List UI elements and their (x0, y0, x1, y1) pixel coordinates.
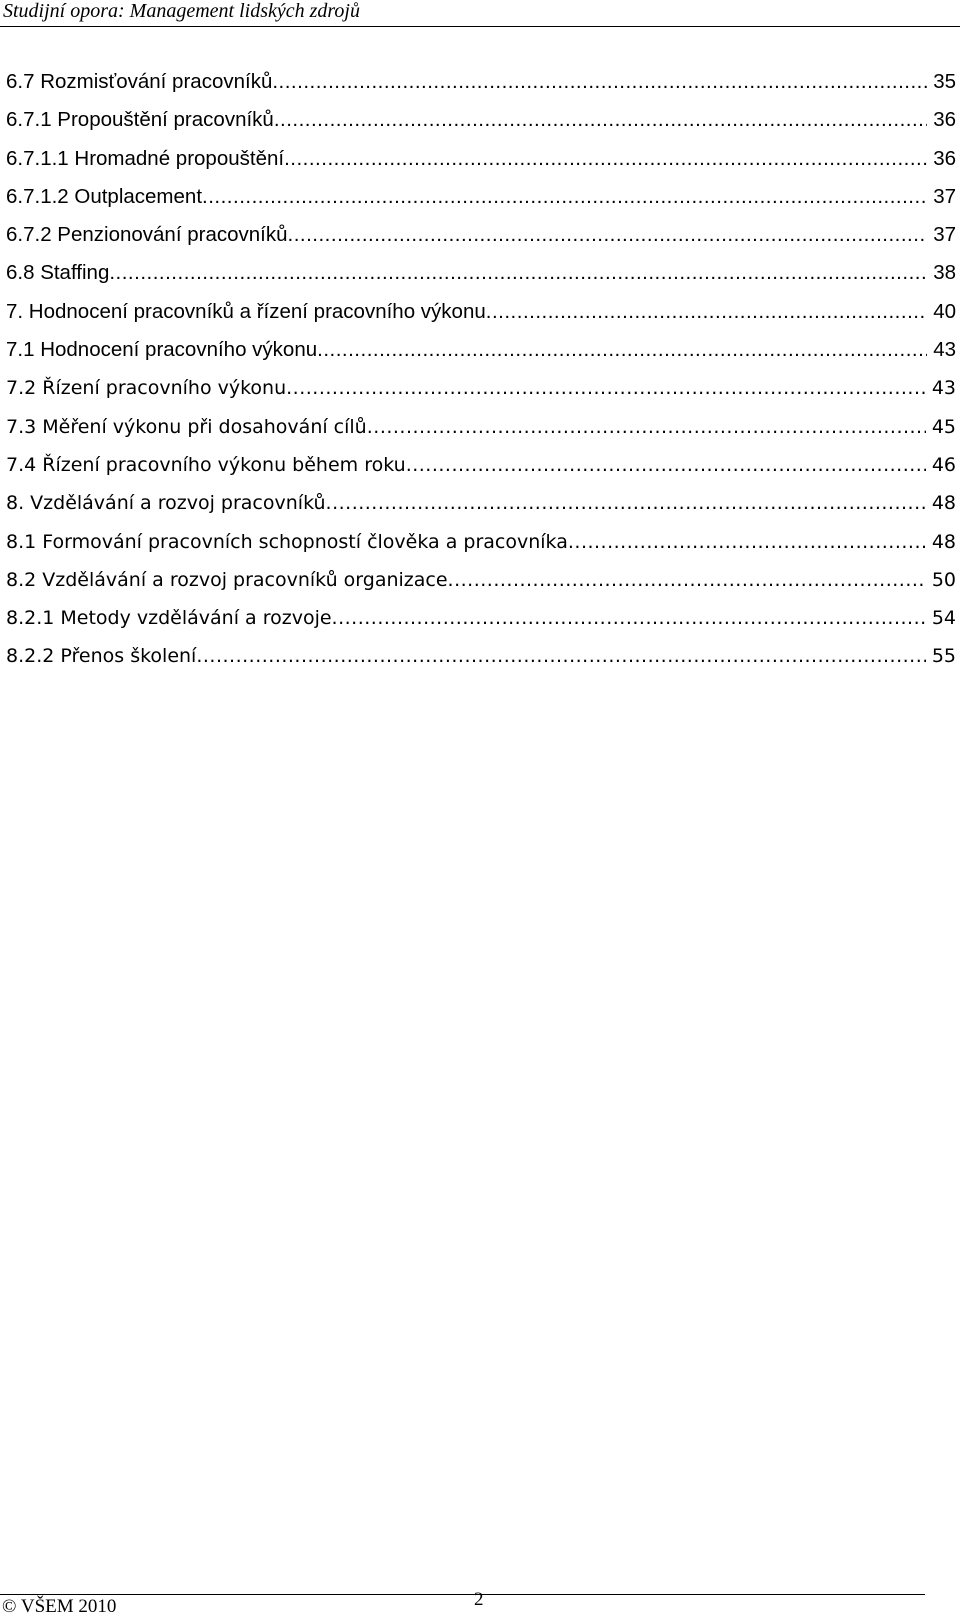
toc-dot-leader (196, 643, 925, 669)
header-title: Studijní opora: Management lidských zdrojů (3, 0, 360, 22)
toc-entry[interactable] (6, 337, 956, 375)
toc-dot-leader (367, 414, 926, 440)
toc-entry[interactable] (6, 69, 956, 107)
toc-entry-title: 6.7.2 Penzionování pracovníků (6, 223, 288, 247)
page-header (0, 0, 960, 27)
toc-dot-leader (202, 184, 927, 210)
toc-dot-leader (288, 222, 928, 248)
toc-entry-title: 6.8 Staffing (6, 261, 110, 285)
toc-entry-page: 37 (933, 223, 956, 247)
toc-entry-title: 6.7 Rozmisťování pracovníků (6, 70, 273, 93)
toc-entry[interactable] (6, 452, 956, 490)
toc-entry-title: 7.4 Řízení pracovního výkonu během roku (6, 453, 406, 476)
toc-dot-leader (272, 69, 927, 95)
toc-entry-title: 8.2 Vzdělávání a rozvoj pracovníků organizace (6, 568, 448, 591)
toc-entry[interactable] (6, 605, 956, 643)
toc-entry[interactable] (6, 184, 956, 222)
toc-entry-page: 38 (933, 261, 956, 285)
toc-entry-page: 35 (933, 70, 956, 93)
toc-entry-title: 8.2.1 Metody vzdělávání a rozvoje (6, 607, 332, 630)
toc-dot-leader (486, 299, 927, 325)
toc-entry-page: 46 (931, 453, 956, 476)
toc-entry-page: 40 (933, 299, 956, 323)
toc-entry[interactable] (6, 414, 956, 452)
toc-dot-leader (448, 567, 926, 593)
toc-entry[interactable] (6, 260, 956, 298)
footer-rule (0, 1594, 925, 1595)
toc-entry[interactable] (6, 107, 956, 145)
toc-entry[interactable] (6, 643, 956, 681)
toc-entry[interactable] (6, 375, 956, 413)
toc-entry-title: 8.1 Formování pracovních schopností člověka a pracovníka (6, 530, 568, 553)
toc-entry-title: 8.2.2 Přenos školení (6, 645, 197, 668)
toc-entry-page: 37 (933, 184, 956, 208)
toc-entry-page: 43 (931, 377, 956, 400)
toc-entry[interactable] (6, 490, 956, 528)
toc-entry-title: 7. Hodnocení pracovníků a řízení pracovního výkonu (6, 299, 486, 323)
toc-dot-leader (568, 529, 926, 555)
toc-entry-page: 54 (931, 607, 956, 630)
toc-entry-page: 36 (933, 108, 956, 132)
toc-entry-title: 6.7.1.1 Hromadné propouštění (6, 146, 285, 170)
toc-entry-title: 7.1 Hodnocení pracovního výkonu (6, 338, 318, 362)
toc-dot-leader (332, 605, 926, 631)
toc-dot-leader (286, 375, 926, 401)
toc-entry[interactable] (6, 529, 956, 567)
toc-entry-title: 6.7.1.2 Outplacement (6, 184, 203, 208)
toc-entry-title: 7.3 Měření výkonu při dosahování cílů (6, 415, 367, 438)
toc-dot-leader (317, 337, 927, 363)
toc-entry[interactable] (6, 299, 956, 337)
toc-entry-title: 7.2 Řízení pracovního výkonu (6, 377, 287, 400)
toc-entry-title: 8. Vzdělávání a rozvoj pracovníků (6, 492, 326, 515)
toc-entry[interactable] (6, 222, 956, 260)
toc-dot-leader (109, 260, 927, 286)
toc-dot-leader (406, 452, 926, 478)
toc-dot-leader (326, 490, 926, 516)
toc-entry-page: 55 (931, 645, 956, 668)
toc-entry[interactable] (6, 146, 956, 184)
footer-page-number: 2 (474, 1589, 484, 1610)
toc-entry-title: 6.7.1 Propouštění pracovníků (6, 108, 274, 132)
toc-entry-page: 48 (931, 530, 956, 553)
toc-dot-leader (274, 107, 927, 133)
toc-entry-page: 36 (933, 146, 956, 170)
toc-entry-page: 45 (931, 415, 956, 438)
toc-entry-page: 50 (931, 568, 956, 591)
toc-entry[interactable] (6, 567, 956, 605)
toc-entry-page: 43 (933, 338, 956, 362)
table-of-contents (6, 69, 956, 682)
toc-entry-page: 48 (931, 492, 956, 515)
toc-dot-leader (284, 146, 927, 172)
footer-copyright: © VŠEM 2010 (2, 1596, 117, 1617)
